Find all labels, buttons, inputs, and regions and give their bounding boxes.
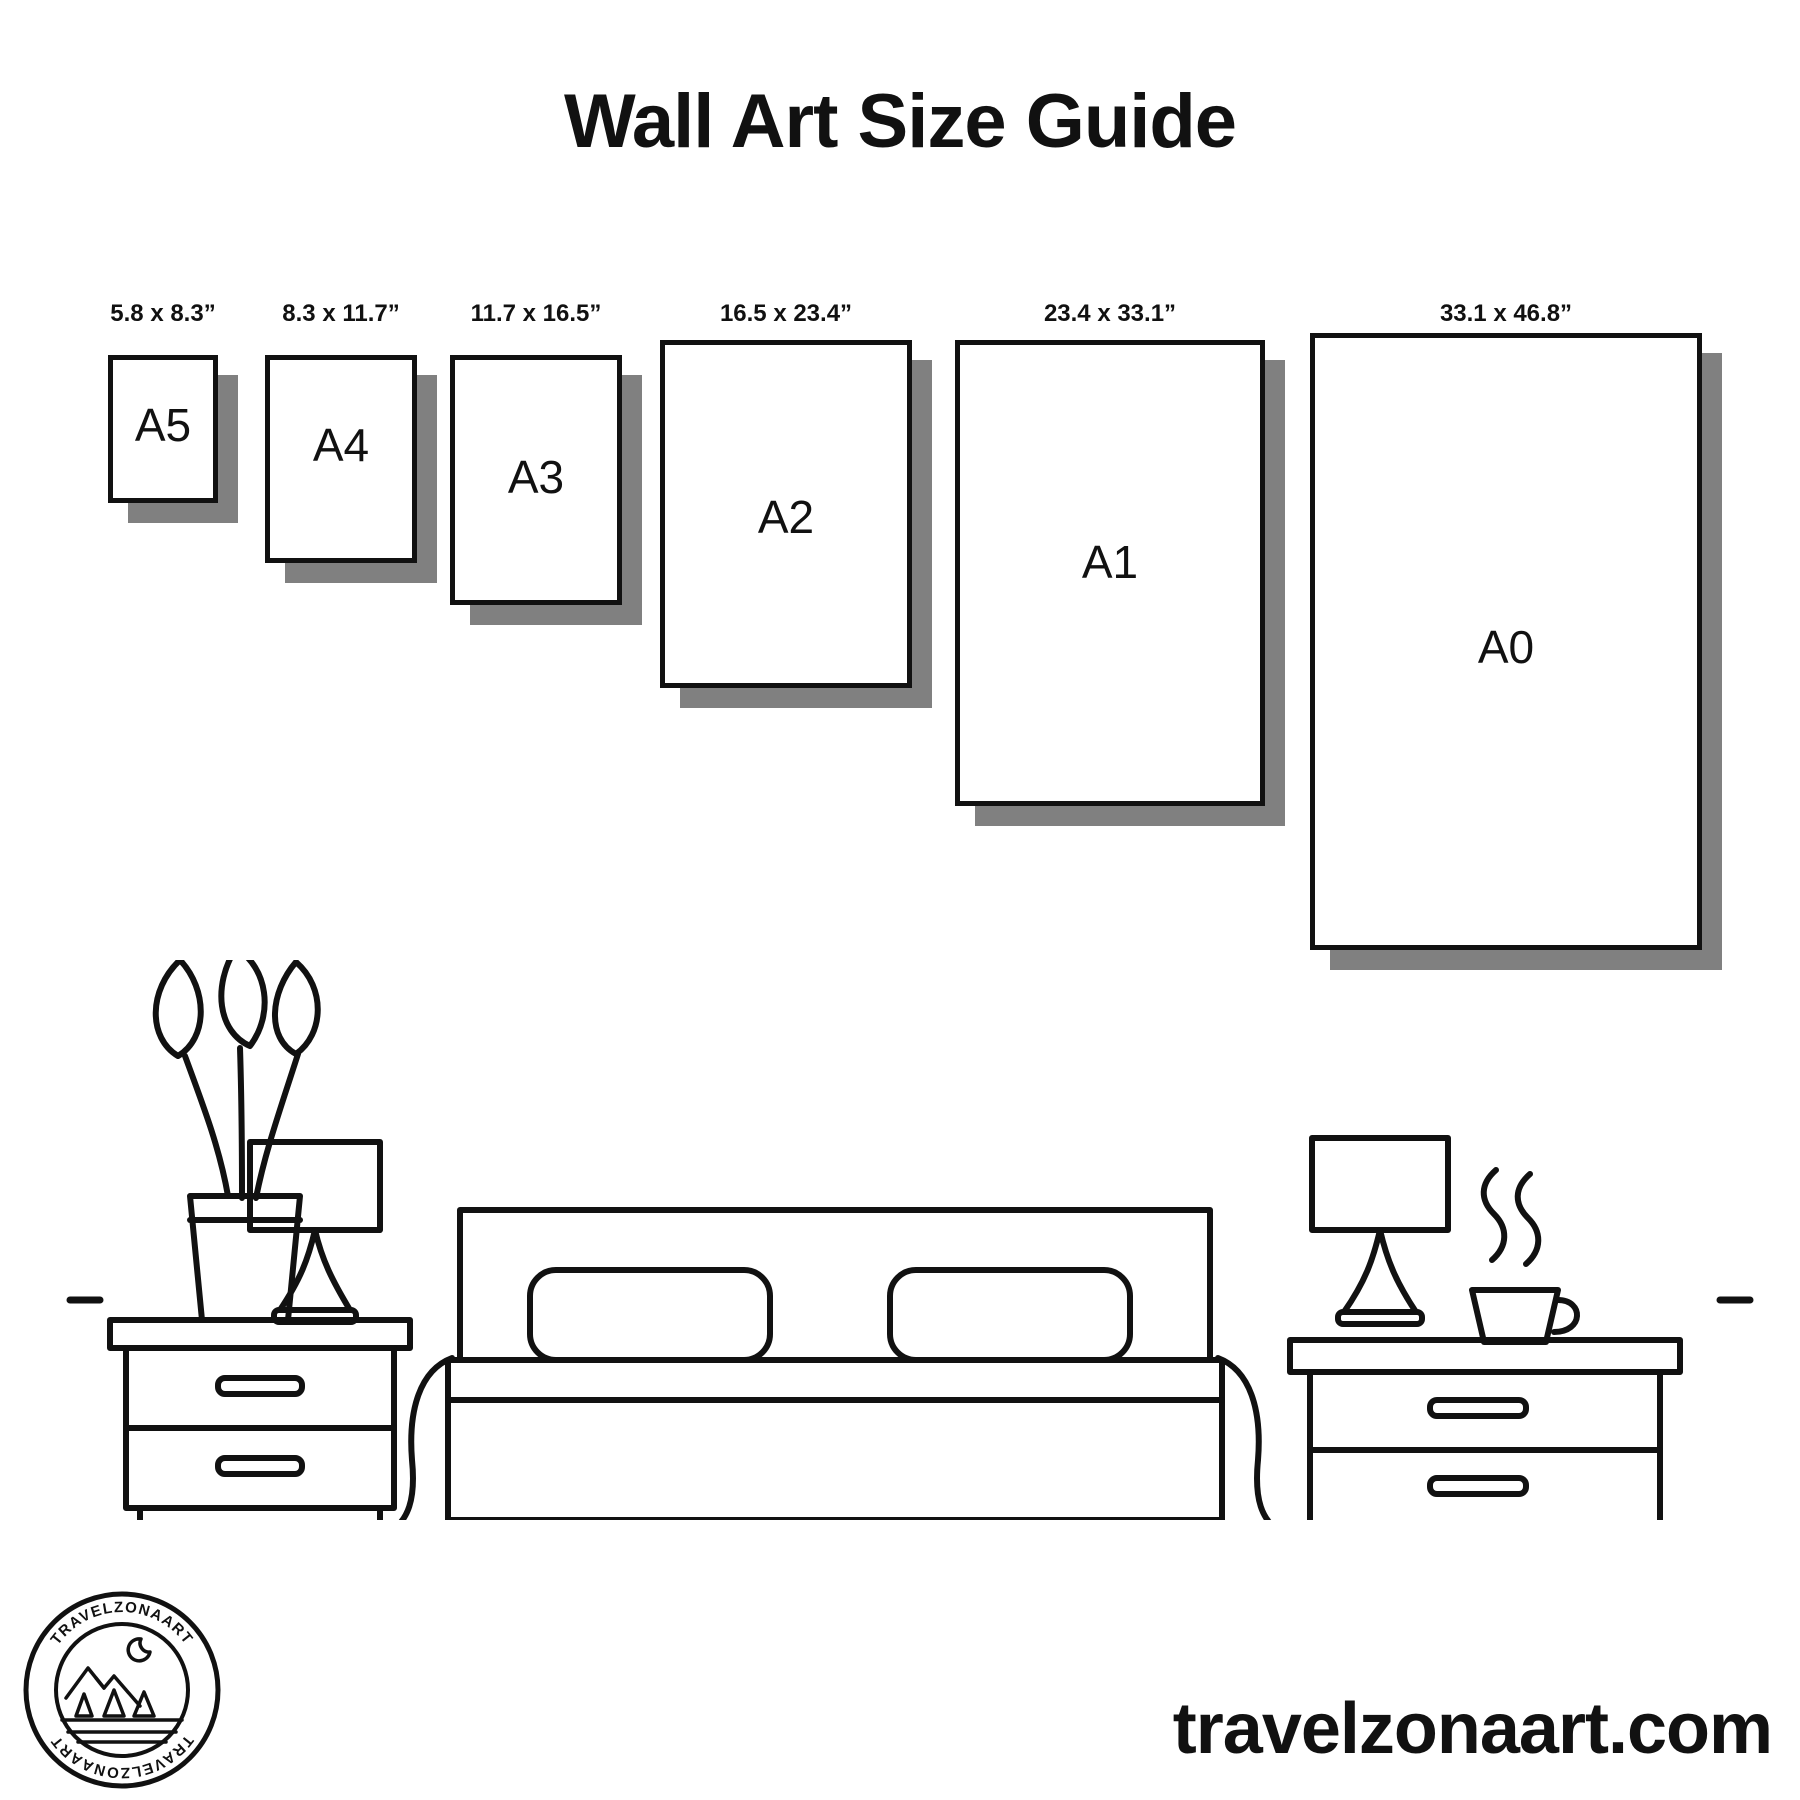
frame-name-label: A3 — [507, 451, 565, 503]
frame-name-label: A0 — [1477, 621, 1535, 673]
frame-name-label: A1 — [1081, 536, 1139, 588]
frame-name-label: A5 — [134, 399, 192, 451]
frame-size-label: 33.1 x 46.8” — [1439, 300, 1573, 327]
frame-size-label: 23.4 x 33.1” — [1043, 300, 1177, 327]
right-nightstand — [1290, 1340, 1680, 1520]
right-table-lamp — [1312, 1138, 1448, 1324]
page-title: Wall Art Size Guide — [563, 79, 1237, 164]
frame-size-label: 16.5 x 23.4” — [719, 300, 853, 327]
logo-text-bottom: TRAVELZONAART — [47, 1731, 197, 1782]
brand-logo — [22, 1590, 222, 1790]
logo-text-top: TRAVELZONAART — [47, 1598, 197, 1649]
frame-size-label: 5.8 x 8.3” — [110, 300, 216, 327]
moon-icon — [128, 1639, 150, 1661]
coffee-cup — [1472, 1170, 1577, 1342]
frame-name-label: A4 — [312, 419, 370, 471]
website-url: travelzonaart.com — [1172, 1689, 1772, 1769]
left-table-lamp — [250, 1142, 380, 1322]
frame-name-label: A2 — [757, 491, 815, 543]
bed-illustration — [390, 1210, 1280, 1520]
frame-size-label: 8.3 x 11.7” — [282, 300, 400, 327]
bedroom-scene-illustration — [60, 960, 1760, 1520]
frame-size-label: 11.7 x 16.5” — [470, 300, 602, 327]
left-nightstand — [110, 1320, 410, 1520]
